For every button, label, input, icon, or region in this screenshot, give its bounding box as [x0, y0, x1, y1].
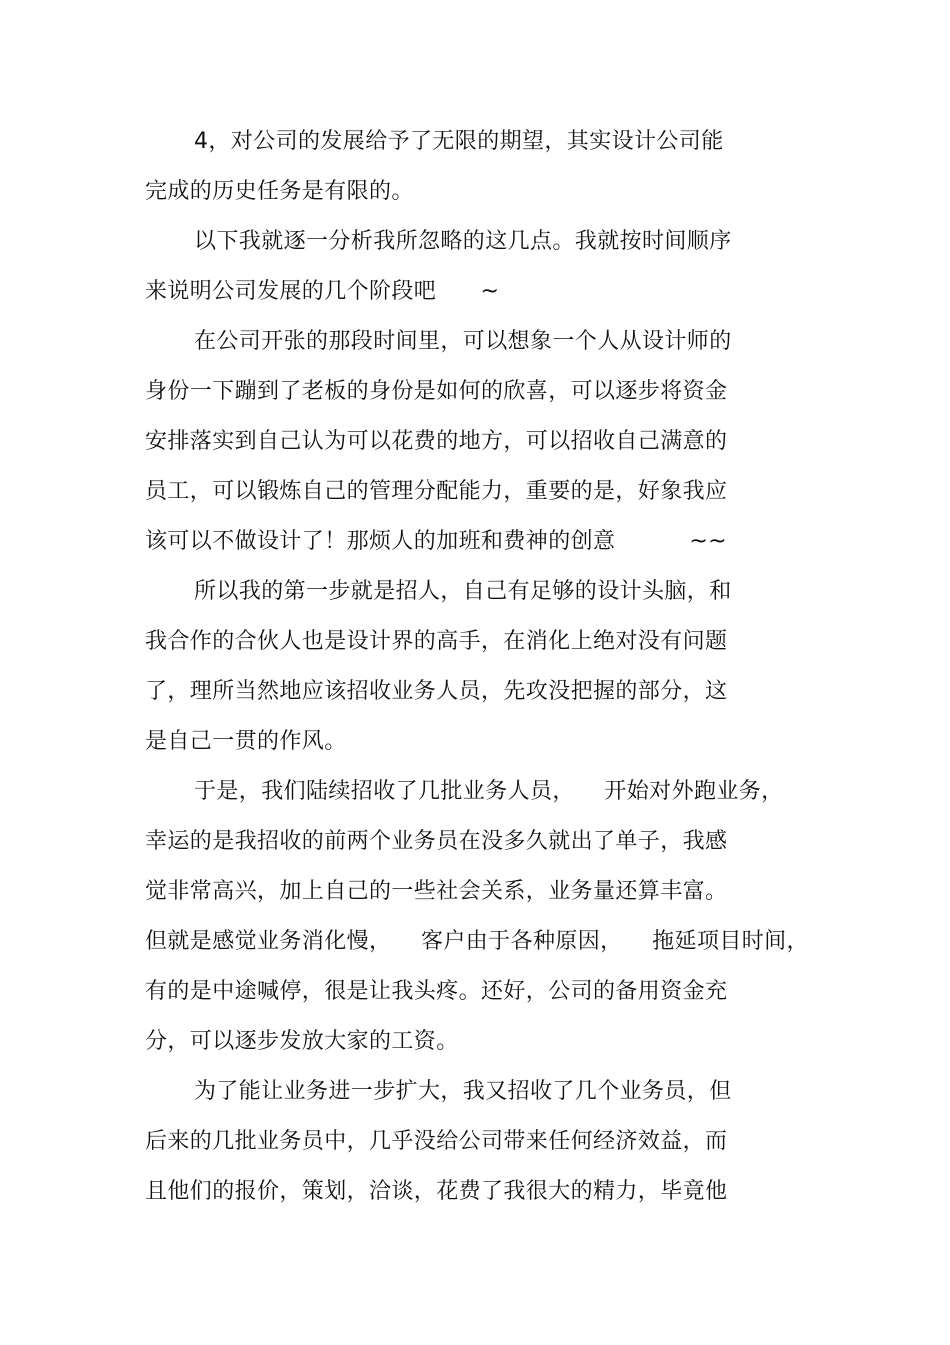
text-line: 了，理所当然地应该招收业务人员，先攻没把握的部分，这 — [145, 679, 728, 704]
text-line: 员工，可以锻炼自己的管理分配能力，重要的是，好象我应 — [145, 479, 728, 504]
text-line: 完成的历史任务是有限的。 — [145, 179, 414, 204]
text-line: 我合作的合伙人也是设计界的高手，在消化上绝对没有问题 — [145, 629, 728, 654]
text-line: 为了能让业务进一步扩大，我又招收了几个业务员，但 — [194, 1079, 732, 1104]
text-line: 所以我的第一步就是招人，自己有足够的设计头脑，和 — [194, 579, 732, 604]
text-line: 于是，我们陆续招收了几批业务人员， 开始对外跑业务， — [194, 779, 784, 804]
text-line: 身份一下蹦到了老板的身份是如何的欣喜，可以逐步将资金 — [145, 379, 728, 404]
text-line: 该可以不做设计了！那烦人的加班和费神的创意 ~~ — [145, 529, 728, 554]
text-line: 幸运的是我招收的前两个业务员在没多久就出了单子，我感 — [145, 829, 728, 854]
text-line: 后来的几批业务员中，几乎没给公司带来任何经济效益，而 — [145, 1129, 728, 1154]
text-line: 有的是中途喊停，很是让我头疼。还好，公司的备用资金充 — [145, 979, 728, 1004]
text-line: 觉非常高兴，加上自己的一些社会关系，业务量还算丰富。 — [145, 879, 728, 904]
text-line: 安排落实到自己认为可以花费的地方，可以招收自己满意的 — [145, 429, 728, 454]
text-line: 来说明公司发展的几个阶段吧 ~ — [145, 279, 500, 304]
text-line: 4，对公司的发展给予了无限的期望，其实设计公司能 — [194, 129, 724, 154]
text-line: 以下我就逐一分析我所忽略的这几点。我就按时间顺序 — [194, 229, 732, 254]
text-line: 是自己一贯的作风。 — [145, 729, 347, 754]
text-line: 且他们的报价，策划，洽谈，花费了我很大的精力，毕竟他 — [145, 1179, 728, 1204]
text-line: 但就是感觉业务消化慢， 客户由于各种原因， 拖延项目时间， — [145, 929, 809, 954]
text-line: 分，可以逐步发放大家的工资。 — [145, 1029, 459, 1054]
text-line: 在公司开张的那段时间里，可以想象一个人从设计师的 — [194, 329, 732, 354]
